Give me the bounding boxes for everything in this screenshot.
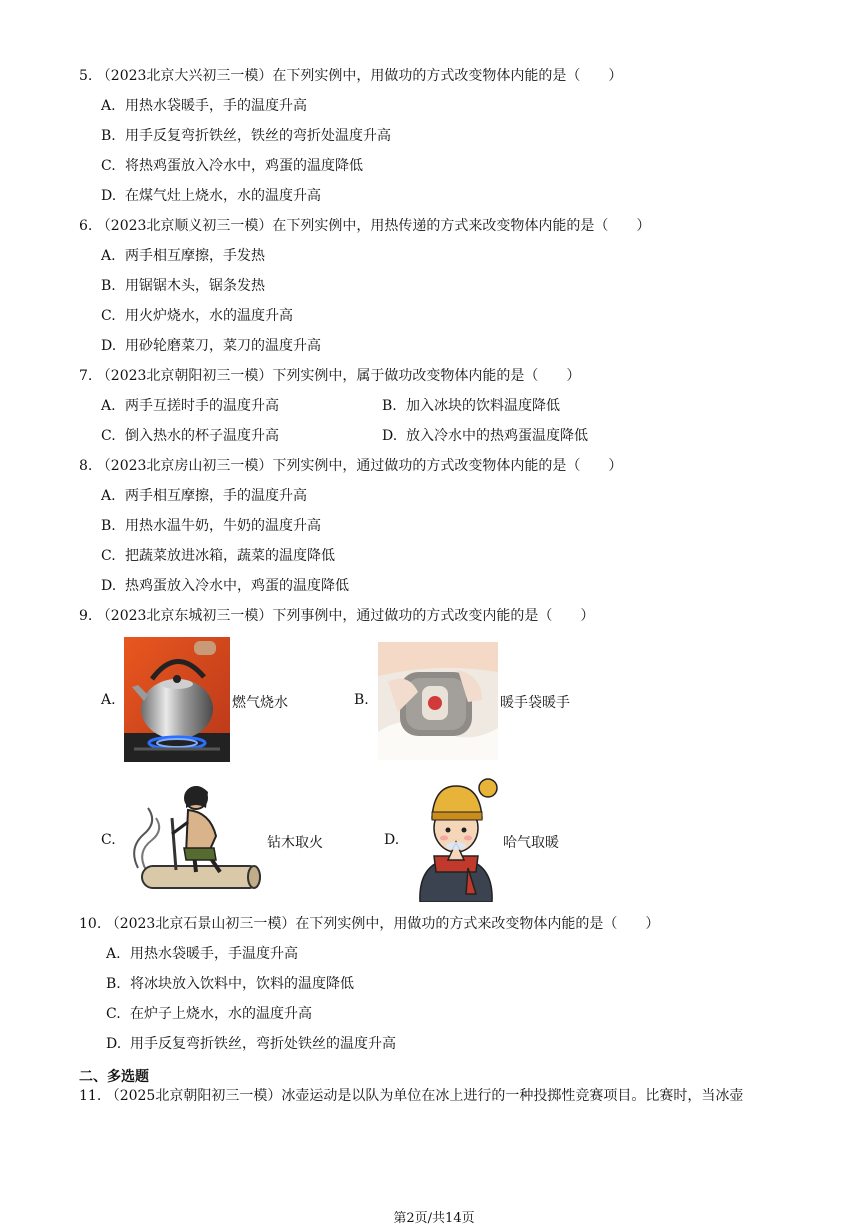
option-label: A.	[101, 98, 116, 114]
option-text: 用砂轮磨菜刀，菜刀的温度升高	[125, 338, 321, 354]
question-6-option-c[interactable]	[101, 306, 293, 326]
question-9-option-a-label[interactable]: A.	[101, 692, 116, 708]
option-text: 在煤气灶上烧水，水的温度升高	[125, 188, 321, 204]
option-label: B.	[101, 278, 116, 294]
option-text: 放入冷水中的热鸡蛋温度降低	[406, 428, 588, 444]
question-7-option-b[interactable]	[382, 396, 560, 416]
option-text: 两手相互摩擦，手发热	[125, 248, 265, 264]
question-10-option-a[interactable]	[106, 944, 298, 964]
question-9-option-d-label[interactable]: D.	[384, 832, 400, 848]
option-text: 用手反复弯折铁丝，铁丝的弯折处温度升高	[125, 128, 391, 144]
option-text: 将热鸡蛋放入冷水中，鸡蛋的温度降低	[125, 158, 363, 174]
option-text: 把蔬菜放进冰箱，蔬菜的温度降低	[125, 548, 335, 564]
question-10-stem: 10. （2023北京石景山初三一模）在下列实例中，用做功的方式来改变物体内能的是（ ）	[79, 916, 660, 932]
option-label: B.	[101, 518, 116, 534]
option-text: 热鸡蛋放入冷水中，鸡蛋的温度降低	[125, 578, 349, 594]
option-label: A.	[101, 398, 116, 414]
question-7-option-c[interactable]	[101, 426, 279, 446]
question-6-option-a[interactable]	[101, 246, 265, 266]
question-8-option-d[interactable]	[101, 576, 349, 596]
option-label: C.	[101, 548, 116, 564]
option-label: B.	[382, 398, 397, 414]
question-8-option-b[interactable]	[101, 516, 321, 536]
question-5-option-b[interactable]	[101, 126, 391, 146]
question-9-option-c-label[interactable]: C.	[101, 832, 116, 848]
child-breathing-on-hands-icon	[410, 776, 502, 902]
question-10-option-b[interactable]	[106, 974, 354, 994]
question-9-option-b-text: 暖手袋暖手	[500, 695, 570, 711]
option-label: A.	[106, 946, 121, 962]
page-number: 第2页/共14页	[393, 1211, 475, 1226]
option-label: D.	[106, 1036, 122, 1052]
option-label: D.	[101, 338, 117, 354]
option-text: 两手互搓时手的温度升高	[125, 398, 279, 414]
section-heading: 二、多选题	[79, 1069, 149, 1085]
question-8-stem: 8. （2023北京房山初三一模）下列实例中，通过做功的方式改变物体内能的是（ ）	[79, 458, 623, 474]
hand-warmer-icon	[378, 642, 498, 760]
option-text: 用热水袋暖手，手的温度升高	[125, 98, 307, 114]
question-9-option-b-label[interactable]: B.	[354, 692, 369, 708]
option-text: 加入冰块的饮料温度降低	[406, 398, 560, 414]
drilling-wood-fire-icon	[124, 778, 264, 898]
option-label: A.	[101, 248, 116, 264]
option-label: C.	[106, 1006, 121, 1022]
kettle-on-stove-icon	[124, 637, 230, 762]
question-6-option-d[interactable]	[101, 336, 321, 356]
option-text: 用锯锯木头，锯条发热	[125, 278, 265, 294]
question-7-option-a[interactable]	[101, 396, 279, 416]
question-8-option-a[interactable]	[101, 486, 307, 506]
option-label: C.	[101, 308, 116, 324]
question-5-option-c[interactable]	[101, 156, 363, 176]
question-5-stem: 5. （2023北京大兴初三一模）在下列实例中，用做功的方式改变物体内能的是（ ）	[79, 68, 623, 84]
question-9-option-c-text: 钻木取火	[267, 835, 323, 851]
option-label: C.	[101, 428, 116, 444]
option-label: B.	[101, 128, 116, 144]
question-9-stem: 9. （2023北京东城初三一模）下列事例中，通过做功的方式改变内能的是（ ）	[79, 608, 595, 624]
option-label: D.	[101, 578, 117, 594]
option-text: 用手反复弯折铁丝，弯折处铁丝的温度升高	[130, 1036, 396, 1052]
question-10-option-d[interactable]	[106, 1034, 396, 1054]
option-text: 将冰块放入饮料中，饮料的温度降低	[130, 976, 354, 992]
option-label: B.	[106, 976, 121, 992]
question-9-option-d-text: 哈气取暖	[503, 835, 559, 851]
question-6-option-b[interactable]	[101, 276, 265, 296]
question-7-stem: 7. （2023北京朝阳初三一模）下列实例中，属于做功改变物体内能的是（ ）	[79, 368, 581, 384]
option-text: 倒入热水的杯子温度升高	[125, 428, 279, 444]
option-text: 在炉子上烧水，水的温度升高	[130, 1006, 312, 1022]
option-label: D.	[101, 188, 117, 204]
option-text: 用热水袋暖手，手温度升高	[130, 946, 298, 962]
question-9-option-a-text: 燃气烧水	[232, 695, 288, 711]
question-11-stem: 11. （2025北京朝阳初三一模）冰壶运动是以队为单位在冰上进行的一种投掷性竞赛项目。比赛时，当冰壶	[79, 1088, 744, 1104]
question-8-option-c[interactable]	[101, 546, 335, 566]
option-text: 用热水温牛奶，牛奶的温度升高	[125, 518, 321, 534]
option-text: 两手相互摩擦，手的温度升高	[125, 488, 307, 504]
option-text: 用火炉烧水，水的温度升高	[125, 308, 293, 324]
option-label: A.	[101, 488, 116, 504]
question-5-option-d[interactable]	[101, 186, 321, 206]
question-10-option-c[interactable]	[106, 1004, 312, 1024]
option-label: C.	[101, 158, 116, 174]
question-7-option-d[interactable]	[382, 426, 588, 446]
option-label: D.	[382, 428, 398, 444]
question-6-stem: 6. （2023北京顺义初三一模）在下列实例中，用热传递的方式来改变物体内能的是（ ）	[79, 218, 651, 234]
question-5-option-a[interactable]	[101, 96, 307, 116]
